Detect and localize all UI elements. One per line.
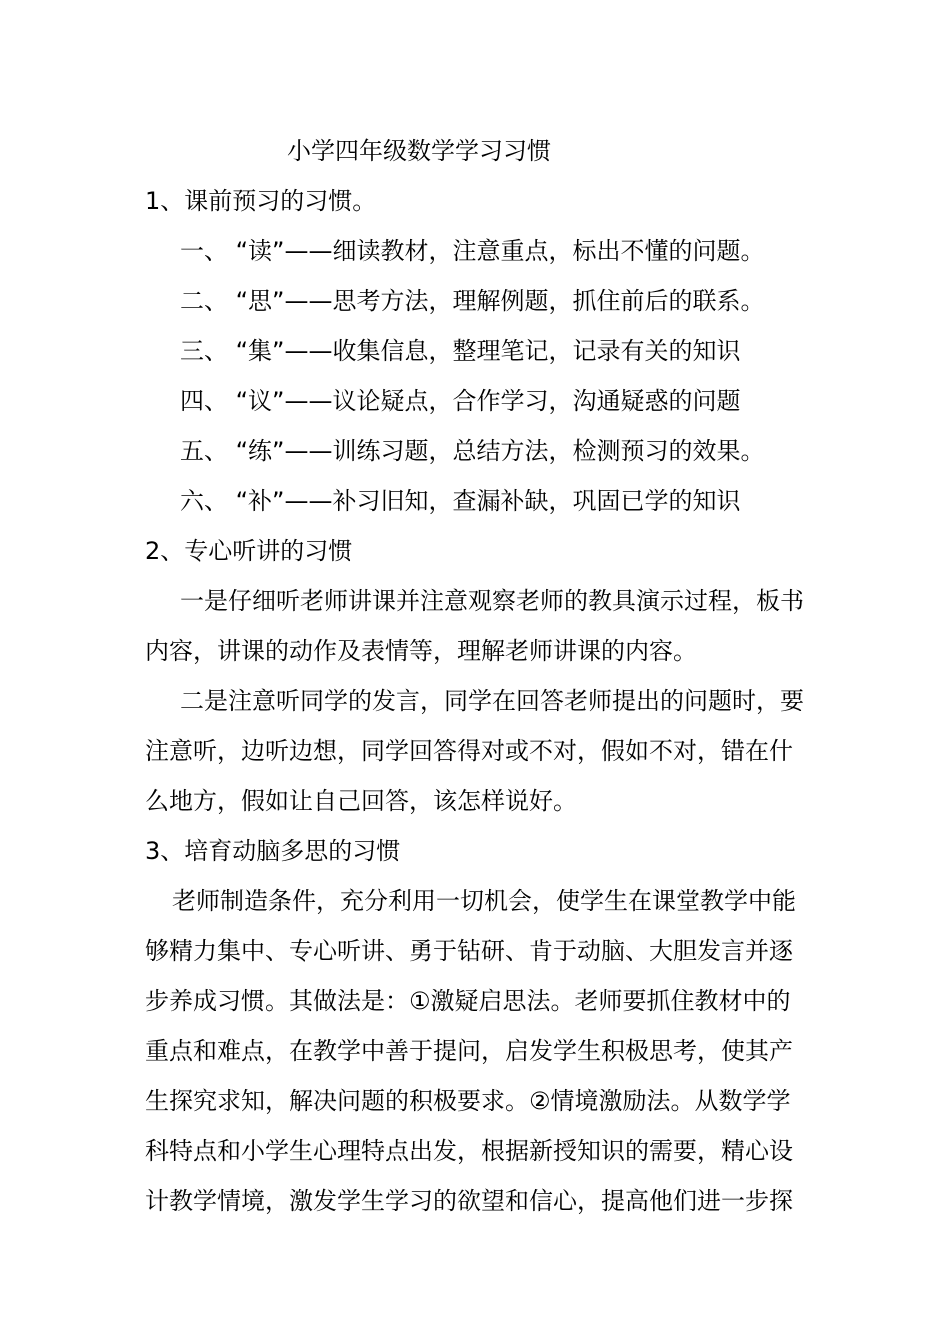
- section-3-line-7: 计教学情境，激发学生学习的欲望和信心，提高他们进一步探: [145, 1187, 793, 1215]
- section-1-item-4: 四、 “议”——议论疑点，合作学习，沟通疑惑的问题: [180, 387, 741, 415]
- section-1-item-6: 六、 “补”——补习旧知，查漏补缺，巩固已学的知识: [180, 487, 741, 515]
- section-1-item-3: 三、 “集”——收集信息，整理笔记，记录有关的知识: [180, 337, 741, 365]
- section-3-line-2: 够精力集中、专心听讲、勇于钻研、肯于动脑、大胆发言并逐: [145, 937, 793, 965]
- section-1-item-1: 一、 “读”——细读教材，注意重点，标出不懂的问题。: [180, 237, 765, 265]
- section-3-line-6: 科特点和小学生心理特点出发，根据新授知识的需要，精心设: [145, 1137, 793, 1165]
- section-3-line-4: 重点和难点，在教学中善于提问，启发学生积极思考，使其产: [145, 1037, 793, 1065]
- section-3-line-5: 生探究求知，解决问题的积极要求。②情境激励法。从数学学: [145, 1087, 791, 1115]
- section-2-heading: 2、专心听讲的习惯: [145, 537, 353, 565]
- section-3-line-3: 步养成习惯。其做法是：①激疑启思法。老师要抓住教材中的: [145, 987, 791, 1015]
- section-1-item-2: 二、 “思”——思考方法，理解例题，抓住前后的联系。: [180, 287, 765, 315]
- section-1-item-5: 五、 “练”——训练习题，总结方法，检测预习的效果。: [180, 437, 765, 465]
- section-2-line-5: 么地方，假如让自己回答，该怎样说好。: [145, 787, 577, 815]
- section-2-line-4: 注意听，边听边想，同学回答得对或不对，假如不对，错在什: [145, 737, 793, 765]
- section-2-line-3: 二是注意听同学的发言，同学在回答老师提出的问题时，要: [180, 687, 804, 715]
- section-2-line-1: 一是仔细听老师讲课并注意观察老师的教具演示过程，板书: [180, 587, 804, 615]
- section-3-heading: 3、培育动脑多思的习惯: [145, 837, 401, 865]
- section-2-line-2: 内容，讲课的动作及表情等，理解老师讲课的内容。: [145, 637, 697, 665]
- section-1-heading: 1、课前预习的习惯。: [145, 187, 377, 215]
- page-title: 小学四年级数学学习习惯: [287, 137, 551, 165]
- section-3-line-1: 老师制造条件，充分利用一切机会，使学生在课堂教学中能: [172, 887, 796, 915]
